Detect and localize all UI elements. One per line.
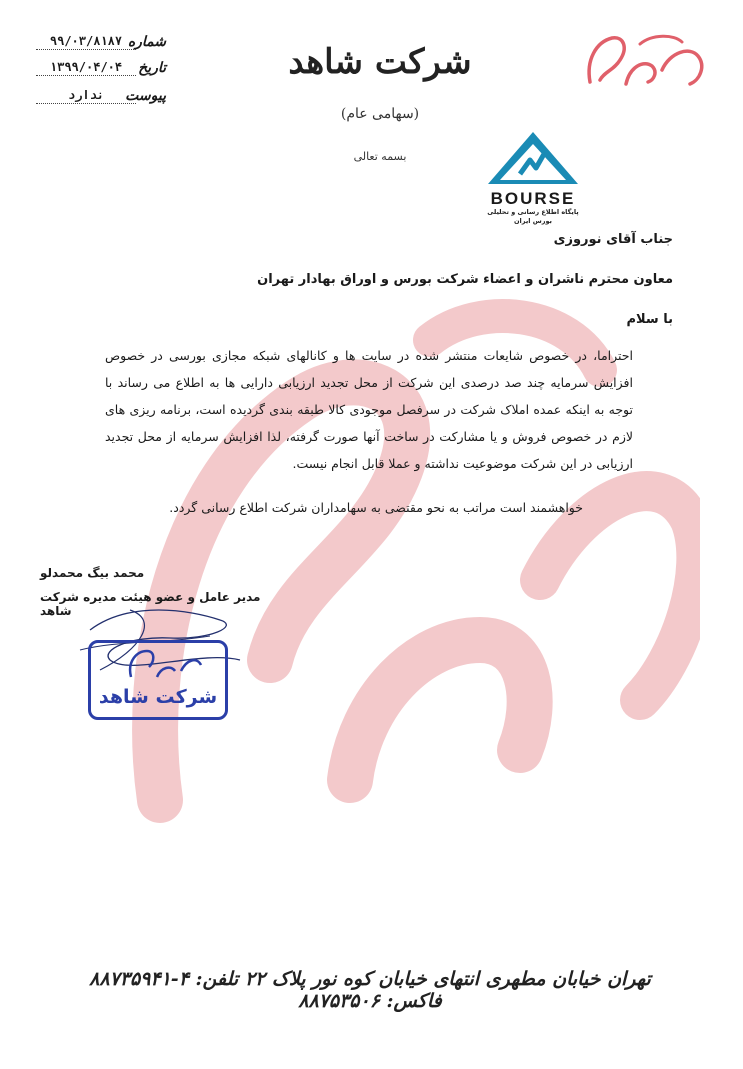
company-type: (سهامی عام) [340, 106, 420, 122]
bourse-triangle-icon [478, 130, 588, 186]
letter-number-dots [36, 49, 136, 50]
letter-attachment-label: پیوست [125, 88, 166, 104]
recipient-name: جناب آقای نوروزی [553, 232, 673, 247]
signer-position: مدیر عامل و عضو هیئت مدیره شرکت شاهد [40, 590, 261, 618]
letter-number-label: شماره [127, 34, 166, 50]
bourse-caption: پایگاه اطلاع رسانی و تحلیلی بورس ایران [487, 208, 579, 225]
bismillah: بسمه تعالی [353, 150, 407, 163]
letter-date-dots [36, 75, 136, 76]
stamp-text: شرکت شاهد [98, 686, 218, 708]
footer-address: تهران خیابان مطهری انتهای خیابان کوه نور پلاک ۲۲ تلفن: ۴-۸۸۷۳۵۹۴۱ فاکس: ۸۸۷۵۳۵۰۶ [89, 968, 651, 1012]
bourse-logo [478, 130, 588, 225]
letter-number [36, 34, 166, 56]
company-stamp [88, 640, 228, 720]
letter-attachment-dots [36, 103, 136, 104]
recipient-title: معاون محترم ناشران و اعضاء شرکت بورس و اوراق بهادار تهران [257, 272, 673, 287]
letter-attachment [36, 88, 166, 110]
stamp-logo-icon [91, 643, 225, 683]
signer-name: محمد بیگ محمدلو [40, 566, 145, 580]
company-name: شرکت شاهد [288, 42, 472, 82]
letter-attachment-value: ندارد [67, 88, 105, 102]
greeting: با سلام [626, 312, 673, 327]
letter-date-label: تاریخ [138, 60, 166, 76]
letter-date [36, 60, 166, 82]
bourse-wordmark: BOURSE [490, 189, 576, 208]
company-logo [582, 30, 712, 88]
letter-closing: خواهشمند است مراتب به نحو مقتضی به سهامداران شرکت اطلاع رسانی گردد. [169, 500, 583, 515]
letter-body: احتراما، در خصوص شایعات منتشر شده در سایت ها و کانالهای شبکه مجازی بورسی در خصوص افزایش سرمایه چند صد درصدی این شرکت از محل تجدید ارزیابی دارایی ها به اطلاع می رساند با توجه به اینکه عمده املاک شرکت در سرفصل موجودی کالا طبقه بندی گردیده است، برنامه ریزی های لازم در خصوص فروش و یا مشارکت در ساخت آنها صورت گرفته، لذا افزایش سرمایه از محل تجدید ارزیابی در این شرکت موضوعیت نداشته و عملا قابل انجام نیست. [105, 348, 633, 471]
letter-number-value: ۹۹/۰۳/۸۱۸۷ [49, 34, 123, 48]
letter-date-value: ۱۳۹۹/۰۴/۰۴ [49, 60, 123, 74]
